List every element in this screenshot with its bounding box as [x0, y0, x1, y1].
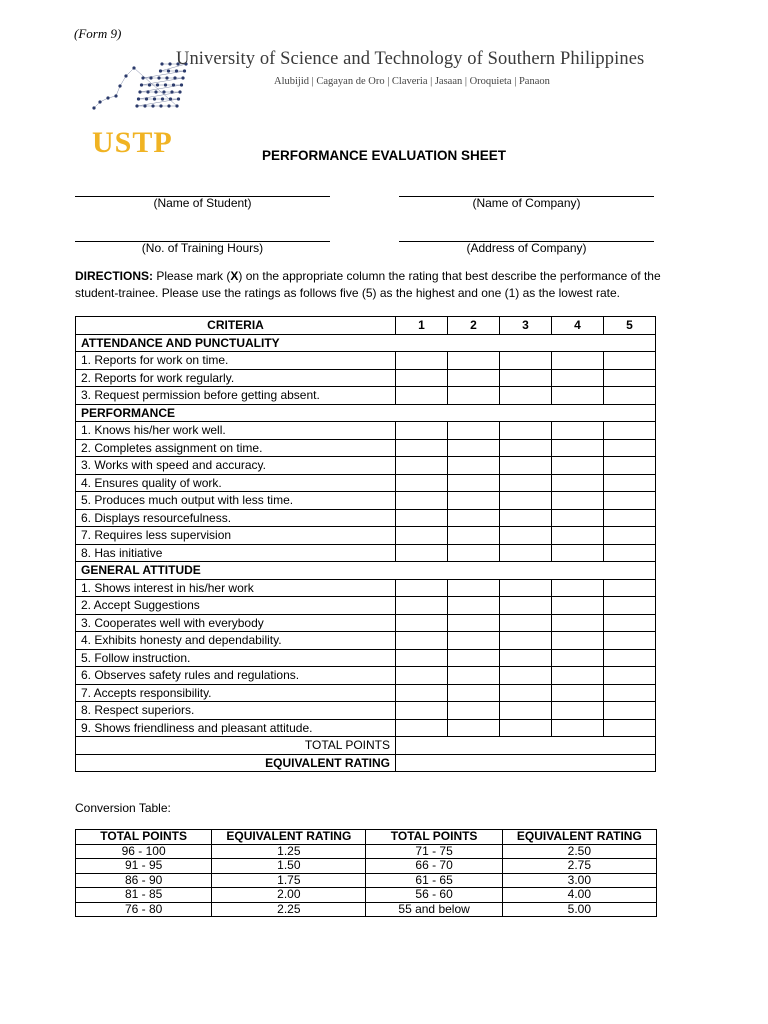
criteria-row [76, 492, 656, 510]
page-title-text: PERFORMANCE EVALUATION SHEET [261, 148, 506, 163]
total-points-cell[interactable] [396, 737, 656, 755]
rating-header-3: 3 [500, 317, 552, 335]
rating-cell-4[interactable] [552, 719, 604, 737]
rating-cell-5[interactable] [604, 387, 656, 405]
criteria-row [76, 684, 656, 702]
criteria-label: 9. Shows friendliness and pleasant attitude. [76, 719, 396, 737]
rating-cell-5[interactable] [604, 614, 656, 632]
criteria-label: 3. Request permission before getting absent. [76, 387, 396, 405]
rating-cell-5[interactable] [604, 649, 656, 667]
rating-cell-3[interactable] [500, 369, 552, 387]
rating-cell-2[interactable] [448, 649, 500, 667]
rating-cell-3[interactable] [500, 492, 552, 510]
equivalent-rating-row [76, 754, 656, 772]
rating-cell-2[interactable] [448, 632, 500, 650]
section-title: ATTENDANCE AND PUNCTUALITY [76, 334, 656, 352]
rating-cell-2[interactable] [448, 702, 500, 720]
criteria-label: 7. Requires less supervision [76, 527, 396, 545]
rating-cell-4[interactable] [552, 387, 604, 405]
rating-cell-2[interactable] [448, 422, 500, 440]
rating-cell-1[interactable] [396, 719, 448, 737]
rating-cell-4[interactable] [552, 632, 604, 650]
conversion-cell: 2.25 [212, 902, 366, 917]
rating-cell-4[interactable] [552, 352, 604, 370]
rating-cell-3[interactable] [500, 387, 552, 405]
rating-cell-2[interactable] [448, 457, 500, 475]
rating-cell-4[interactable] [552, 509, 604, 527]
rating-cell-3[interactable] [500, 597, 552, 615]
directions [75, 268, 700, 302]
rating-cell-5[interactable] [604, 527, 656, 545]
rating-cell-3[interactable] [500, 614, 552, 632]
conversion-cell: 61 - 65 [366, 873, 502, 888]
rating-cell-2[interactable] [448, 719, 500, 737]
rating-cell-3[interactable] [500, 474, 552, 492]
rating-cell-1[interactable] [396, 684, 448, 702]
rating-cell-1[interactable] [396, 474, 448, 492]
rating-cell-3[interactable] [500, 457, 552, 475]
conversion-header: TOTAL POINTS [76, 830, 212, 845]
campus-list: Alubijid | Cagayan de Oro | Claveria | Jasaan | Oroquieta | Panaon [274, 76, 550, 87]
conversion-cell: 91 - 95 [76, 859, 212, 874]
rating-cell-5[interactable] [604, 579, 656, 597]
criteria-label: 7. Accepts responsibility. [76, 684, 396, 702]
criteria-row [76, 439, 656, 457]
criteria-label: 6. Displays resourcefulness. [76, 509, 396, 527]
rating-cell-1[interactable] [396, 702, 448, 720]
rating-cell-4[interactable] [552, 492, 604, 510]
conversion-cell: 1.75 [212, 873, 366, 888]
section-row [76, 334, 656, 352]
criteria-label: 5. Produces much output with less time. [76, 492, 396, 510]
rating-header-4: 4 [552, 317, 604, 335]
rating-cell-1[interactable] [396, 667, 448, 685]
section-row [76, 404, 656, 422]
conversion-header-row [76, 830, 657, 845]
total-points-row [76, 737, 656, 755]
rating-cell-4[interactable] [552, 527, 604, 545]
rating-cell-5[interactable] [604, 474, 656, 492]
conversion-cell: 86 - 90 [76, 873, 212, 888]
conversion-cell: 56 - 60 [366, 888, 502, 903]
rating-cell-1[interactable] [396, 352, 448, 370]
conversion-cell: 5.00 [502, 902, 656, 917]
rating-cell-5[interactable] [604, 544, 656, 562]
rating-cell-1[interactable] [396, 387, 448, 405]
rating-cell-1[interactable] [396, 369, 448, 387]
criteria-label: 3. Cooperates well with everybody [76, 614, 396, 632]
conversion-cell: 3.00 [502, 873, 656, 888]
rating-cell-2[interactable] [448, 527, 500, 545]
directions-mark: X [230, 269, 239, 283]
rating-cell-3[interactable] [500, 439, 552, 457]
rating-cell-4[interactable] [552, 667, 604, 685]
criteria-row [76, 597, 656, 615]
rating-cell-2[interactable] [448, 544, 500, 562]
rating-cell-5[interactable] [604, 422, 656, 440]
rating-cell-4[interactable] [552, 457, 604, 475]
rating-cell-2[interactable] [448, 597, 500, 615]
conversion-cell: 1.50 [212, 859, 366, 874]
rating-cell-5[interactable] [604, 667, 656, 685]
criteria-row [76, 649, 656, 667]
rating-cell-1[interactable] [396, 457, 448, 475]
conversion-cell: 81 - 85 [76, 888, 212, 903]
section-title: GENERAL ATTITUDE [76, 562, 656, 580]
conversion-cell: 71 - 75 [366, 844, 502, 859]
rating-cell-1[interactable] [396, 422, 448, 440]
rating-cell-5[interactable] [604, 439, 656, 457]
criteria-row [76, 702, 656, 720]
criteria-row [76, 667, 656, 685]
rating-cell-2[interactable] [448, 439, 500, 457]
rating-cell-3[interactable] [500, 649, 552, 667]
rating-cell-4[interactable] [552, 597, 604, 615]
criteria-label: 8. Has initiative [76, 544, 396, 562]
rating-cell-1[interactable] [396, 632, 448, 650]
conversion-row [76, 873, 657, 888]
criteria-label: 4. Ensures quality of work. [76, 474, 396, 492]
conversion-cell: 66 - 70 [366, 859, 502, 874]
rating-cell-4[interactable] [552, 422, 604, 440]
criteria-label: 6. Observes safety rules and regulations. [76, 667, 396, 685]
conversion-table [75, 829, 657, 917]
criteria-row [76, 369, 656, 387]
rating-cell-1[interactable] [396, 439, 448, 457]
rating-cell-1[interactable] [396, 509, 448, 527]
directions-text-after: ) on the appropriate column the rating that best describe the performance of the student-trainee. Please use the ratings as follows five (5) as the highest and one (1) as the lowest rate. [75, 269, 661, 300]
rating-cell-1[interactable] [396, 492, 448, 510]
rating-header-2: 2 [448, 317, 500, 335]
rating-cell-2[interactable] [448, 509, 500, 527]
page-title [0, 148, 768, 163]
criteria-row [76, 457, 656, 475]
conversion-header: TOTAL POINTS [366, 830, 502, 845]
rating-cell-3[interactable] [500, 632, 552, 650]
rating-cell-4[interactable] [552, 579, 604, 597]
university-name: University of Science and Technology of Southern Philippines [176, 49, 645, 69]
conversion-cell: 2.50 [502, 844, 656, 859]
criteria-label: 2. Reports for work regularly. [76, 369, 396, 387]
rating-cell-4[interactable] [552, 369, 604, 387]
rating-cell-5[interactable] [604, 492, 656, 510]
company-name-caption: (Name of Company) [472, 196, 581, 210]
criteria-label: 1. Knows his/her work well. [76, 422, 396, 440]
rating-cell-5[interactable] [604, 457, 656, 475]
rating-cell-1[interactable] [396, 579, 448, 597]
rating-cell-4[interactable] [552, 614, 604, 632]
directions-text-before: Please mark ( [153, 269, 231, 283]
criteria-label: 8. Respect superiors. [76, 702, 396, 720]
criteria-row [76, 527, 656, 545]
rating-cell-5[interactable] [604, 719, 656, 737]
rating-cell-1[interactable] [396, 649, 448, 667]
criteria-label: 5. Follow instruction. [76, 649, 396, 667]
rating-cell-2[interactable] [448, 614, 500, 632]
criteria-label: 1. Shows interest in his/her work [76, 579, 396, 597]
rating-cell-3[interactable] [500, 544, 552, 562]
criteria-label: 1. Reports for work on time. [76, 352, 396, 370]
criteria-label: 4. Exhibits honesty and dependability. [76, 632, 396, 650]
section-title: PERFORMANCE [76, 404, 656, 422]
rating-cell-4[interactable] [552, 702, 604, 720]
criteria-row [76, 474, 656, 492]
rating-cell-5[interactable] [604, 702, 656, 720]
rating-cell-4[interactable] [552, 649, 604, 667]
conversion-row [76, 902, 657, 917]
equivalent-rating-cell[interactable] [396, 754, 656, 772]
total-points-label: TOTAL POINTS [76, 737, 396, 755]
criteria-table [75, 316, 656, 772]
conversion-caption: Conversion Table: [75, 801, 171, 815]
rating-cell-5[interactable] [604, 597, 656, 615]
rating-cell-3[interactable] [500, 352, 552, 370]
rating-cell-2[interactable] [448, 474, 500, 492]
conversion-cell: 2.75 [502, 859, 656, 874]
conversion-cell: 1.25 [212, 844, 366, 859]
conversion-cell: 76 - 80 [76, 902, 212, 917]
student-name-caption: (Name of Student) [153, 196, 252, 210]
rating-cell-5[interactable] [604, 352, 656, 370]
rating-cell-2[interactable] [448, 667, 500, 685]
rating-header-5: 5 [604, 317, 656, 335]
rating-cell-4[interactable] [552, 544, 604, 562]
form-number: (Form 9) [74, 26, 122, 41]
rating-header-1: 1 [396, 317, 448, 335]
rating-cell-1[interactable] [396, 614, 448, 632]
rating-cell-5[interactable] [604, 632, 656, 650]
criteria-row [76, 509, 656, 527]
rating-cell-3[interactable] [500, 719, 552, 737]
rating-cell-3[interactable] [500, 702, 552, 720]
rating-cell-1[interactable] [396, 527, 448, 545]
criteria-row [76, 579, 656, 597]
rating-cell-3[interactable] [500, 527, 552, 545]
criteria-header-row [76, 317, 656, 335]
criteria-label: 2. Completes assignment on time. [76, 439, 396, 457]
criteria-label: 2. Accept Suggestions [76, 597, 396, 615]
rating-cell-5[interactable] [604, 369, 656, 387]
criteria-row [76, 422, 656, 440]
conversion-cell: 55 and below [366, 902, 502, 917]
rating-cell-2[interactable] [448, 352, 500, 370]
rating-cell-4[interactable] [552, 439, 604, 457]
rating-cell-2[interactable] [448, 492, 500, 510]
rating-cell-3[interactable] [500, 509, 552, 527]
rating-cell-4[interactable] [552, 474, 604, 492]
rating-cell-5[interactable] [604, 509, 656, 527]
training-hours-caption: (No. of Training Hours) [141, 241, 264, 255]
conversion-row [76, 844, 657, 859]
rating-cell-3[interactable] [500, 667, 552, 685]
rating-cell-2[interactable] [448, 579, 500, 597]
conversion-row [76, 888, 657, 903]
rating-cell-3[interactable] [500, 684, 552, 702]
directions-label: DIRECTIONS: [75, 269, 153, 283]
rating-cell-4[interactable] [552, 684, 604, 702]
conversion-cell: 2.00 [212, 888, 366, 903]
rating-cell-2[interactable] [448, 387, 500, 405]
criteria-row [76, 544, 656, 562]
criteria-header: CRITERIA [76, 317, 396, 335]
logo-text: USTP [92, 126, 173, 159]
rating-cell-3[interactable] [500, 579, 552, 597]
criteria-row [76, 632, 656, 650]
conversion-cell: 4.00 [502, 888, 656, 903]
criteria-label: 3. Works with speed and accuracy. [76, 457, 396, 475]
rating-cell-1[interactable] [396, 544, 448, 562]
criteria-row [76, 352, 656, 370]
section-row [76, 562, 656, 580]
rating-cell-2[interactable] [448, 684, 500, 702]
company-address-caption: (Address of Company) [466, 241, 587, 255]
criteria-row [76, 614, 656, 632]
equivalent-rating-label: EQUIVALENT RATING [76, 754, 396, 772]
rating-cell-3[interactable] [500, 422, 552, 440]
criteria-row [76, 719, 656, 737]
criteria-row [76, 387, 656, 405]
conversion-cell: 96 - 100 [76, 844, 212, 859]
conversion-row [76, 859, 657, 874]
rating-cell-5[interactable] [604, 684, 656, 702]
conversion-header: EQUIVALENT RATING [212, 830, 366, 845]
rating-cell-1[interactable] [396, 597, 448, 615]
rating-cell-2[interactable] [448, 369, 500, 387]
conversion-header: EQUIVALENT RATING [502, 830, 656, 845]
